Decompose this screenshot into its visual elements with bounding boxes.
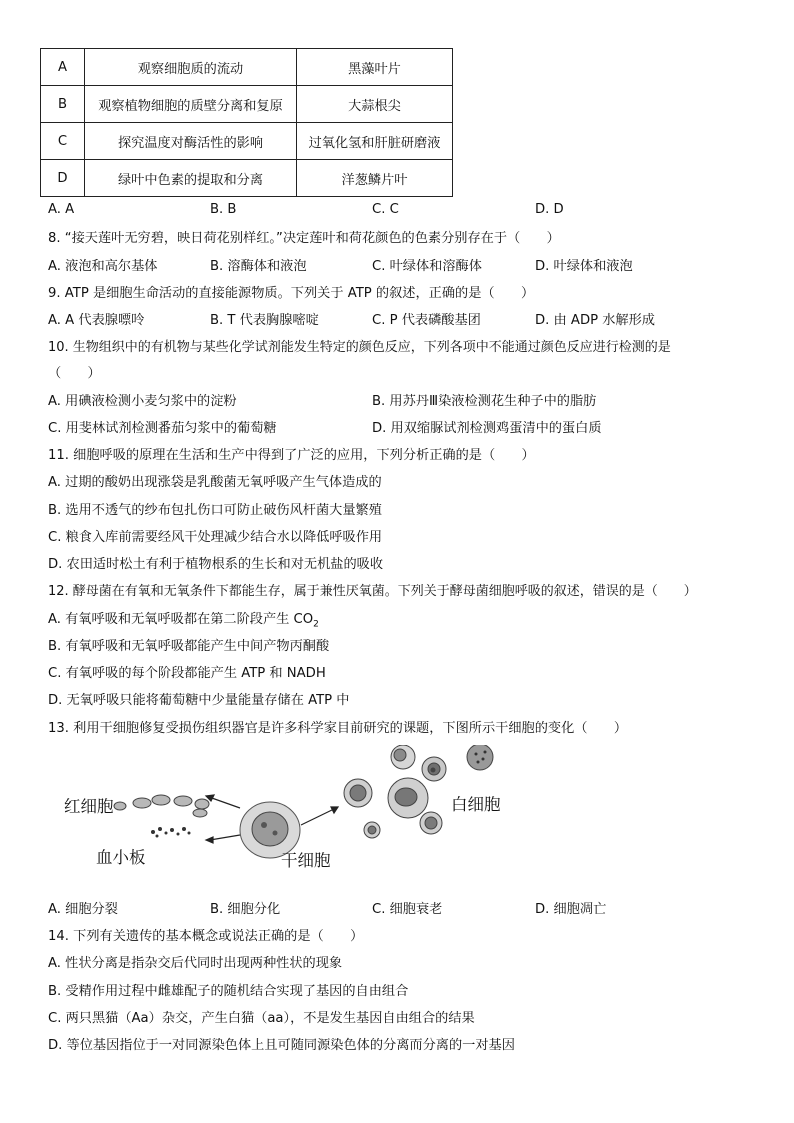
option-b[interactable]: B. 有氧呼吸和无氧呼吸都能产生中间产物丙酮酸 xyxy=(48,639,330,654)
option-b[interactable]: B. 细胞分化 xyxy=(210,902,281,917)
option-b[interactable]: B. B xyxy=(210,202,237,217)
question-10-stem: 10. 生物组织中的有机物与某些化学试剂能发生特定的颜色反应，下列各项中不能通过颜色反应进行检测的是 xyxy=(48,340,671,355)
option-a[interactable]: A. 性状分离是指杂交后代同时出现两种性状的现象 xyxy=(48,956,343,971)
row-experiment: 探究温度对酶活性的影响 xyxy=(85,123,297,160)
option-c[interactable]: C. 粮食入库前需要经风干处理减少结合水以降低呼吸作用 xyxy=(48,530,383,545)
option-c[interactable]: C. C xyxy=(372,202,399,217)
option-c[interactable]: C. 叶绿体和溶酶体 xyxy=(372,259,482,274)
option-c[interactable]: C. 用斐林试剂检测番茄匀浆中的葡萄糖 xyxy=(48,421,277,436)
option-d[interactable]: D. D xyxy=(535,202,564,217)
platelet-label: 血小板 xyxy=(96,848,146,867)
question-13-stem: 13. 利用干细胞修复受损伤组织器官是许多科学家目前研究的课题，下图所示干细胞的变化（ ） xyxy=(48,721,628,736)
row-material: 洋葱鳞片叶 xyxy=(297,160,453,197)
option-a[interactable]: A. 用碘液检测小麦匀浆中的淀粉 xyxy=(48,394,237,409)
white-blood-cell-label: 白细胞 xyxy=(451,795,501,814)
option-a[interactable]: A. 细胞分裂 xyxy=(48,902,118,917)
table-row xyxy=(41,160,453,197)
red-blood-cell-label: 红细胞 xyxy=(64,797,114,816)
stem-cell-label: 干细胞 xyxy=(281,851,331,870)
question-14-stem: 14. 下列有关遗传的基本概念或说法正确的是（ ） xyxy=(48,929,364,944)
option-a[interactable]: A. A 代表腺嘌呤 xyxy=(48,313,145,328)
row-material: 大蒜根尖 xyxy=(297,86,453,123)
option-b[interactable]: B. 选用不透气的纱布包扎伤口可防止破伤风杆菌大量繁殖 xyxy=(48,503,382,518)
option-d[interactable]: D. 叶绿体和液泡 xyxy=(535,259,633,274)
row-letter: A xyxy=(41,49,85,86)
option-a[interactable]: A. 液泡和高尔基体 xyxy=(48,259,158,274)
table-row xyxy=(41,86,453,123)
table-row xyxy=(41,123,453,160)
table-row xyxy=(41,49,453,86)
row-experiment: 观察植物细胞的质壁分离和复原 xyxy=(85,86,297,123)
option-b[interactable]: B. T 代表胸腺嘧啶 xyxy=(210,313,319,328)
row-letter: C xyxy=(41,123,85,160)
option-b[interactable]: B. 受精作用过程中雌雄配子的随机结合实现了基因的自由组合 xyxy=(48,984,409,999)
stem-cell-figure xyxy=(48,745,518,870)
subscript: 2 xyxy=(313,619,319,630)
row-experiment: 绿叶中色素的提取和分离 xyxy=(85,160,297,197)
option-d[interactable]: D. 用双缩脲试剂检测鸡蛋清中的蛋白质 xyxy=(372,421,602,436)
option-d[interactable]: D. 农田适时松土有利于植物根系的生长和对无机盐的吸收 xyxy=(48,557,384,572)
experiment-table xyxy=(40,48,453,197)
option-a[interactable]: A. A xyxy=(48,202,75,217)
option-d[interactable]: D. 由 ADP 水解形成 xyxy=(535,313,655,328)
row-experiment: 观察细胞质的流动 xyxy=(85,49,297,86)
option-d[interactable]: D. 细胞凋亡 xyxy=(535,902,607,917)
option-d[interactable]: D. 等位基因指位于一对同源染色体上且可随同源染色体的分离而分离的一对基因 xyxy=(48,1038,515,1053)
option-a[interactable]: A. 过期的酸奶出现涨袋是乳酸菌无氧呼吸产生气体造成的 xyxy=(48,475,382,490)
option-a-text: A. 有氧呼吸和无氧呼吸都在第二阶段产生 CO xyxy=(48,612,314,627)
question-9-stem: 9. ATP 是细胞生命活动的直接能源物质。下列关于 ATP 的叙述，正确的是（ ） xyxy=(48,286,535,301)
option-b[interactable]: B. 溶酶体和液泡 xyxy=(210,259,307,274)
option-c[interactable]: C. 两只黑猫（Aa）杂交，产生白猫（aa），不是发生基因自由组合的结果 xyxy=(48,1011,475,1026)
option-c[interactable]: C. 细胞衰老 xyxy=(372,902,443,917)
row-letter: B xyxy=(41,86,85,123)
option-d[interactable]: D. 无氧呼吸只能将葡萄糖中少量能量存储在 ATP 中 xyxy=(48,693,350,708)
option-c[interactable]: C. P 代表磷酸基团 xyxy=(372,313,481,328)
option-a[interactable] xyxy=(48,608,319,630)
option-b[interactable]: B. 用苏丹Ⅲ染液检测花生种子中的脂肪 xyxy=(372,394,597,409)
row-material: 过氧化氢和肝脏研磨液 xyxy=(297,123,453,160)
question-10-stem-cont: （ ） xyxy=(48,366,101,381)
question-12-stem: 12. 酵母菌在有氧和无氧条件下都能生存，属于兼性厌氧菌。下列关于酵母菌细胞呼吸的叙述，错误的是（ ） xyxy=(48,584,697,599)
question-8-stem: 8. “接天莲叶无穷碧，映日荷花别样红。”决定莲叶和荷花颜色的色素分别存在于（ ） xyxy=(48,231,560,246)
row-letter: D xyxy=(41,160,85,197)
question-11-stem: 11. 细胞呼吸的原理在生活和生产中得到了广泛的应用，下列分析正确的是（ ） xyxy=(48,448,535,463)
row-material: 黑藻叶片 xyxy=(297,49,453,86)
option-c[interactable]: C. 有氧呼吸的每个阶段都能产生 ATP 和 NADH xyxy=(48,666,326,681)
